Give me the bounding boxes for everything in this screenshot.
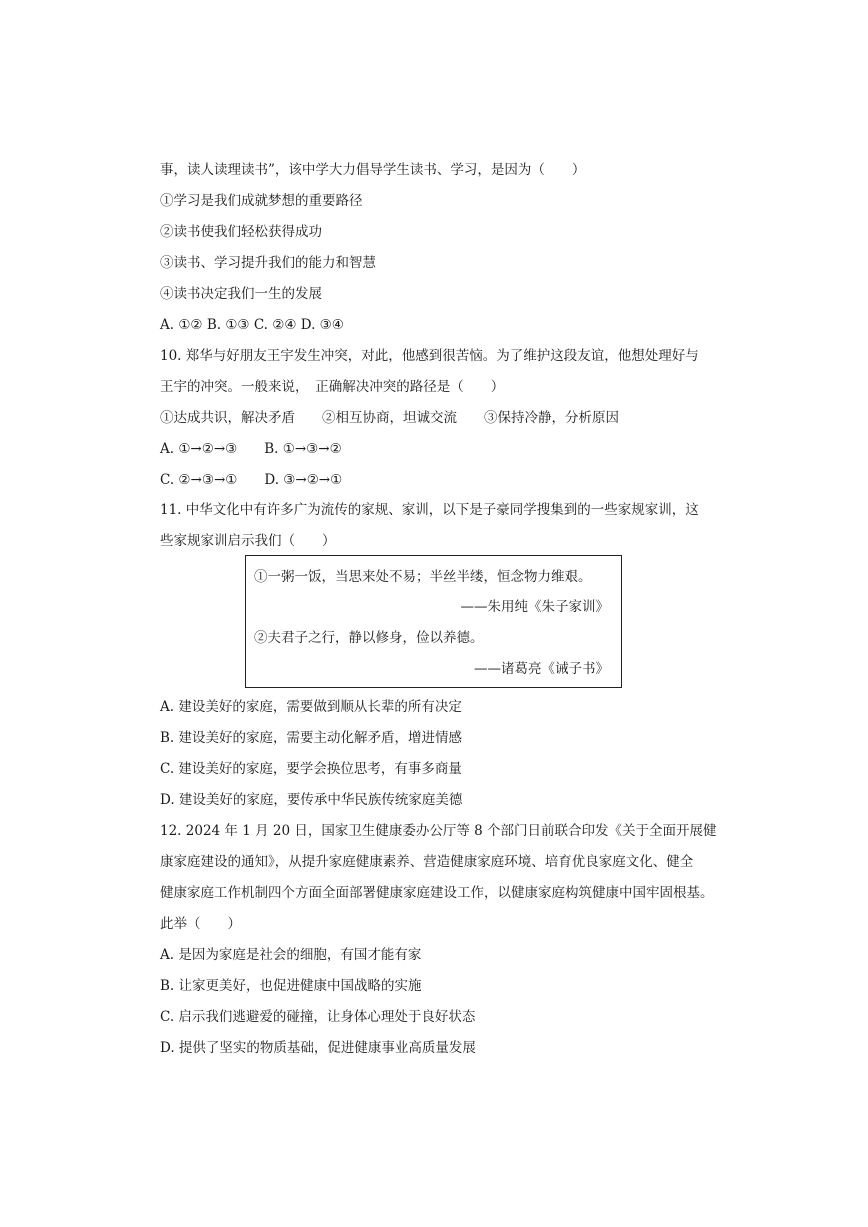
q10-options-row-2: C. ②→③→① D. ③→②→①: [160, 472, 343, 488]
q9-statement-3: ③读书、学习提升我们的能力和智慧: [160, 255, 376, 271]
q10-stem-line-1: 10. 郑华与好朋友王宇发生冲突，对此，他感到很苦恼。为了维护这段友谊，他想处理好与: [160, 348, 699, 364]
q12-option-d: D. 提供了坚实的物质基础，促进健康事业高质量发展: [160, 1040, 476, 1056]
q12-stem-line-3: 健康家庭工作机制四个方面全面部署健康家庭建设工作，以健康家庭构筑健康中国牢固根基。: [160, 885, 714, 901]
q9-statement-2: ②读书使我们轻松获得成功: [160, 224, 322, 240]
q12-option-a: A. 是因为家庭是社会的细胞，有国才能有家: [160, 947, 422, 963]
q10-stem-line-2: 王宇的冲突。一般来说， 正确解决冲突的路径是（ ）: [160, 379, 505, 395]
family-motto-box: [245, 555, 622, 688]
q9-statement-1: ①学习是我们成就梦想的重要路径: [160, 193, 363, 209]
q10-options-row-1: A. ①→②→③ B. ①→③→②: [160, 441, 342, 457]
motto-source-1: ——朱用纯《朱子家训》: [460, 599, 609, 615]
q12-stem-line-2: 康家庭建设的通知》，从提升家庭健康素养、营造健康家庭环境、培育优良家庭文化、健全: [160, 854, 694, 870]
q11-option-b: B. 建设美好的家庭，需要主动化解矛盾，增进情感: [160, 730, 463, 746]
q11-option-c: C. 建设美好的家庭，要学会换位思考，有事多商量: [160, 761, 462, 777]
q12-option-c: C. 启示我们逃避爱的碰撞，让身体心理处于良好状态: [160, 1009, 476, 1025]
q12-stem-line-4: 此举（ ）: [160, 916, 241, 932]
motto-source-2: ——诸葛亮《诫子书》: [474, 661, 609, 677]
q11-option-d: D. 建设美好的家庭，要传承中华民族传统家庭美德: [160, 792, 463, 808]
q11-stem-line-2: 些家规家训启示我们（ ）: [160, 533, 336, 549]
q10-statements: ①达成共识，解决矛盾 ②相互协商，坦诚交流 ③保持冷静，分析原因: [160, 410, 619, 426]
q12-option-b: B. 让家更美好，也促进健康中国战略的实施: [160, 978, 422, 994]
q9-options: A. ①② B. ①③ C. ②④ D. ③④: [160, 317, 344, 333]
motto-quote-2: ②夫君子之行，静以修身，俭以养德。: [254, 630, 484, 646]
q9-statement-4: ④读书决定我们一生的发展: [160, 286, 322, 302]
motto-quote-1: ①一粥一饭，当思来处不易；半丝半缕，恒念物力维艰。: [254, 569, 592, 585]
q11-option-a: A. 建设美好的家庭，需要做到顺从长辈的所有决定: [160, 699, 462, 715]
q12-stem-line-1: 12. 2024 年 1 月 20 日，国家卫生健康委办公厅等 8 个部门日前联合印发《关于全面开展健: [160, 823, 717, 839]
q11-stem-line-1: 11. 中华文化中有许多广为流传的家规、家训，以下是子豪同学搜集到的一些家规家训，这: [160, 502, 699, 518]
q9-stem-tail: 事，读人读理读书”，该中学大力倡导学生读书、学习，是因为（ ）: [160, 162, 586, 178]
